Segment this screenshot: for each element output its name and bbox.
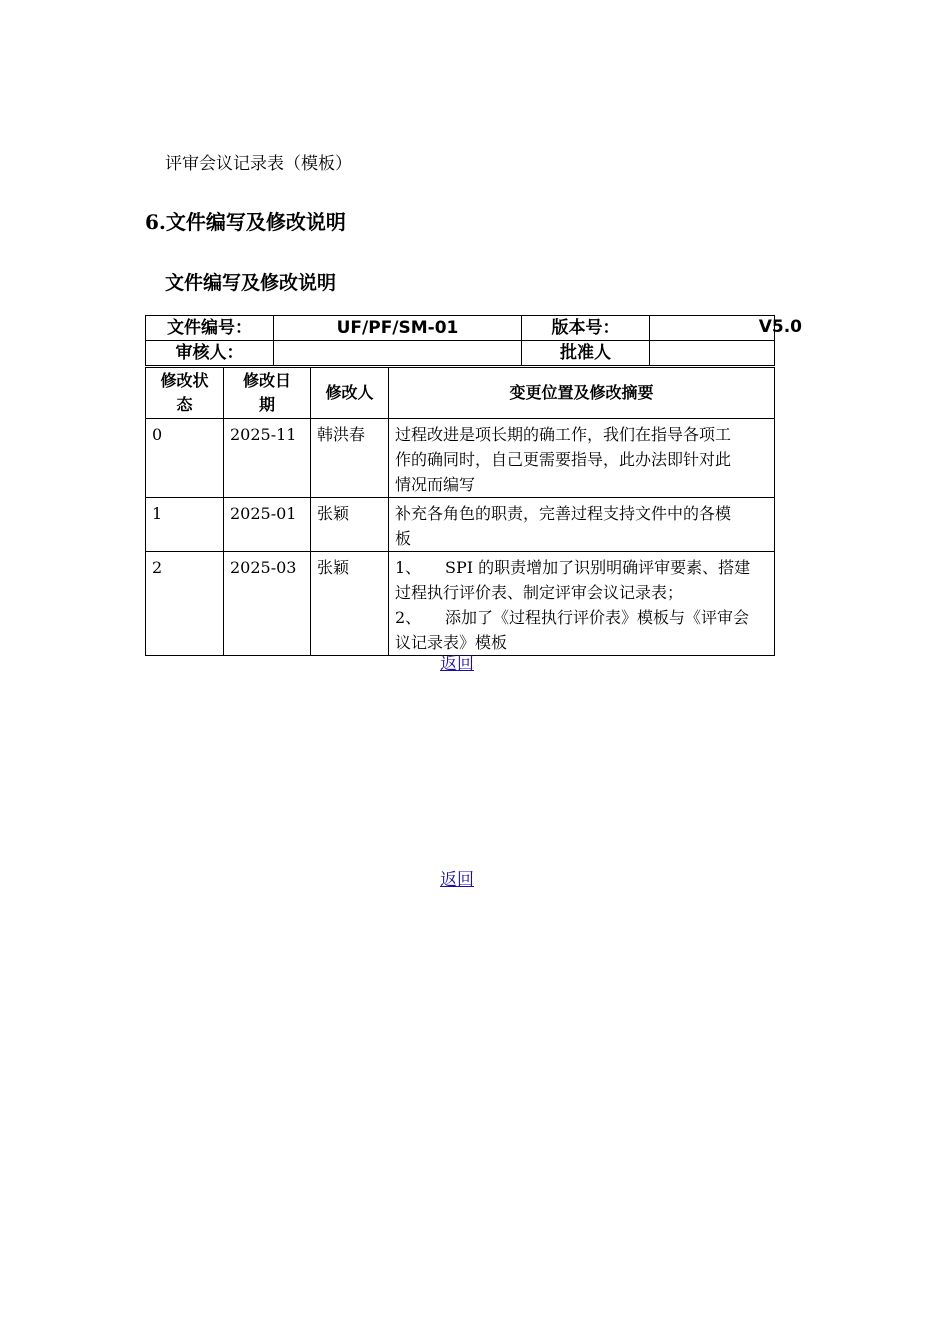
summary-line: 板 xyxy=(395,529,412,548)
list-item xyxy=(395,605,768,630)
header-date-line2: 期 xyxy=(258,395,275,414)
header-author: 修改人 xyxy=(311,368,389,419)
back-link[interactable]: 返回 xyxy=(440,654,474,674)
row-summary xyxy=(389,419,775,498)
version-label: 版本号： xyxy=(522,316,650,341)
table-row xyxy=(146,552,775,656)
document-header-table xyxy=(145,315,802,366)
list-text: SPI 的职责增加了识别明确评审要素、搭建 xyxy=(445,558,751,577)
approver-label: 批准人 xyxy=(522,341,650,366)
list-continuation: 议记录表》模板 xyxy=(395,633,508,652)
row-date: 2025-01 xyxy=(224,498,311,552)
row-summary xyxy=(389,498,775,552)
approver-value xyxy=(650,341,775,366)
row-date: 2025-11 xyxy=(224,419,311,498)
header-date xyxy=(224,368,311,419)
table-title: 文件编写及修改说明 xyxy=(165,272,337,294)
header-status-line1: 修改状 xyxy=(160,371,209,390)
row-date: 2025-03 xyxy=(224,552,311,656)
list-text: 添加了《过程执行评价表》模板与《评审会 xyxy=(445,608,750,627)
section-heading: 6.文件编写及修改说明 xyxy=(145,210,346,234)
back-link-bottom[interactable]: 返回 xyxy=(440,870,474,890)
list-number: 1、 xyxy=(395,558,422,577)
row-author: 张颖 xyxy=(311,498,389,552)
row-status: 1 xyxy=(146,498,224,552)
summary-line: 补充各角色的职责，完善过程支持文件中的各模 xyxy=(395,504,732,523)
doc-header-row-1 xyxy=(146,316,775,341)
list-item xyxy=(395,555,768,580)
intro-line: 评审会议记录表（模板） xyxy=(165,154,352,174)
header-summary: 变更位置及修改摘要 xyxy=(389,368,775,419)
row-status: 0 xyxy=(146,419,224,498)
reviewer-label: 审核人： xyxy=(146,341,274,366)
table-row xyxy=(146,498,775,552)
row-author: 张颖 xyxy=(311,552,389,656)
version-value: V5.0 xyxy=(758,317,802,337)
summary-line: 过程改进是项长期的确工作，我们在指导各项工 xyxy=(395,425,732,444)
list-number: 2、 xyxy=(395,608,422,627)
summary-line: 作的确同时，自己更需要指导，此办法即针对此 xyxy=(395,450,732,469)
header-date-line1: 修改日 xyxy=(242,371,291,390)
list-continuation: 过程执行评价表、制定评审会议记录表； xyxy=(395,583,684,602)
table-row xyxy=(146,419,775,498)
summary-line: 情况而编写 xyxy=(395,475,476,494)
doc-number-label: 文件编号： xyxy=(146,316,274,341)
header-status xyxy=(146,368,224,419)
header-status-line2: 态 xyxy=(176,395,193,414)
reviewer-value xyxy=(274,341,522,366)
revision-table xyxy=(145,367,775,656)
doc-number-value: UF/PF/SM-01 xyxy=(274,316,522,341)
row-author: 韩洪春 xyxy=(311,419,389,498)
version-cell xyxy=(650,316,802,341)
row-status: 2 xyxy=(146,552,224,656)
row-summary xyxy=(389,552,775,656)
doc-header-row-2 xyxy=(146,341,775,366)
revision-header-row xyxy=(146,368,775,419)
